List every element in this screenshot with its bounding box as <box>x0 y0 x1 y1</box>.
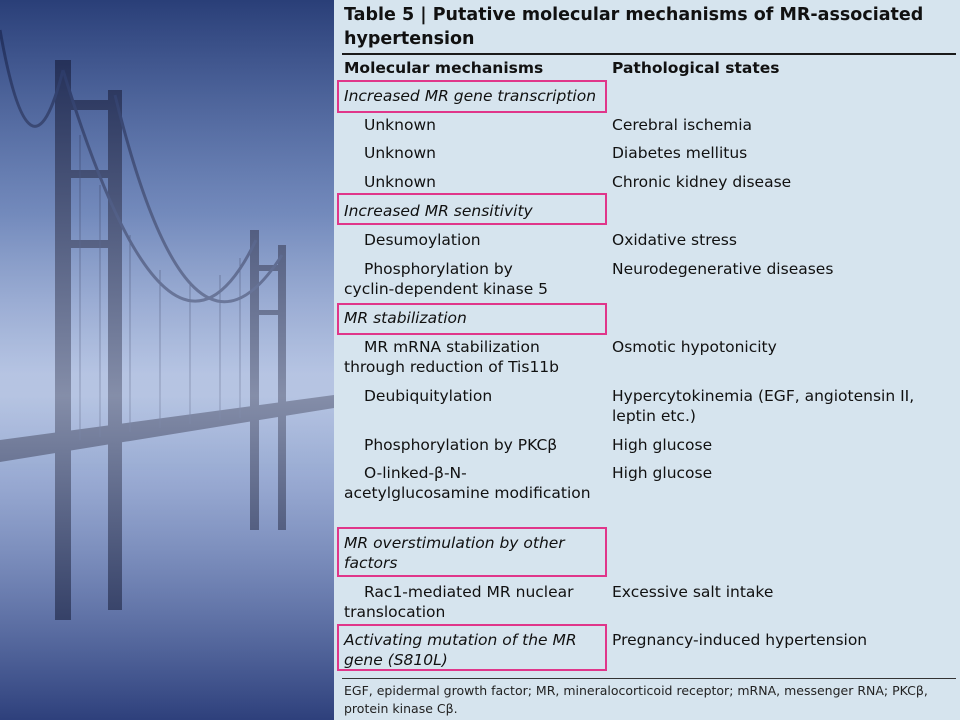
mechanism-text: Phosphorylation by <box>364 260 513 278</box>
group-label <box>344 630 606 670</box>
pathology-cell: Oxidative stress <box>612 231 737 249</box>
footer-rule <box>342 678 956 679</box>
mechanism-cell <box>344 435 606 455</box>
mechanism-text: MR mRNA stabilization <box>364 338 540 356</box>
group-label-line: Activating mutation of the MR <box>344 631 577 649</box>
mechanism-text: Unknown <box>364 173 436 191</box>
mechanism-cell <box>344 337 606 377</box>
mechanism-cell <box>344 463 606 503</box>
mechanism-cell <box>344 259 606 299</box>
header-rule <box>342 53 956 55</box>
pathology-cell: Diabetes mellitus <box>612 144 748 162</box>
pathology-cell: Pregnancy-induced hypertension <box>612 631 868 649</box>
group-label <box>344 533 606 573</box>
pathology-cell: Osmotic hypotonicity <box>612 338 777 356</box>
pathology-cell <box>612 386 952 426</box>
pathology-cell: Neurodegenerative diseases <box>612 260 834 278</box>
mechanism-text-continued: acetylglucosamine modification <box>344 484 591 502</box>
mechanism-cell <box>344 143 606 163</box>
column-header-mechanisms: Molecular mechanisms <box>344 59 544 77</box>
table-title: Table 5 | Putative molecular mechanisms of MR-associated hypertension <box>344 5 924 49</box>
mechanism-text: Rac1-mediated MR nuclear <box>364 583 574 601</box>
pathology-cell: High glucose <box>612 436 713 454</box>
mechanism-cell <box>344 386 606 406</box>
mechanism-cell <box>344 115 606 135</box>
pathology-text-continued: leptin etc.) <box>612 407 696 425</box>
column-header-pathological-states: Pathological states <box>612 59 780 77</box>
bridge-photo <box>0 0 334 720</box>
group-label-line-continued: factors <box>344 554 398 572</box>
group-label-line-continued: gene (S810L) <box>344 651 448 669</box>
mechanism-text: Phosphorylation by PKCβ <box>364 436 558 454</box>
pathology-cell: Cerebral ischemia <box>612 116 753 134</box>
pathology-cell: Chronic kidney disease <box>612 173 792 191</box>
pathology-text: Hypercytokinemia (EGF, angiotensin II, <box>612 387 915 405</box>
mechanism-text-continued: translocation <box>344 603 446 621</box>
mechanism-text: Deubiquitylation <box>364 387 493 405</box>
group-label: MR stabilization <box>344 309 467 327</box>
mechanism-text: Unknown <box>364 116 436 134</box>
group-label: Increased MR gene transcription <box>344 87 597 105</box>
pathology-cell: Excessive salt intake <box>612 583 774 601</box>
mechanism-cell <box>344 582 606 622</box>
mechanism-text-continued: through reduction of Tis11b <box>344 358 560 376</box>
table-footnote: EGF, epidermal growth factor; MR, mineralocorticoid receptor; mRNA, messenger RNA; PKCβ, protein kinase Cβ. <box>344 683 928 716</box>
mechanism-cell <box>344 230 606 250</box>
bridge-illustration <box>0 0 334 720</box>
mechanism-text: Desumoylation <box>364 231 481 249</box>
group-label: Increased MR sensitivity <box>344 202 533 220</box>
mechanism-cell <box>344 172 606 192</box>
group-label-line: MR overstimulation by other <box>344 534 565 552</box>
mechanism-text-continued: cyclin-dependent kinase 5 <box>344 280 549 298</box>
pathology-cell: High glucose <box>612 464 713 482</box>
table-panel <box>334 0 960 720</box>
mechanism-text: Unknown <box>364 144 436 162</box>
mechanism-text: O-linked-β-N- <box>364 464 467 482</box>
